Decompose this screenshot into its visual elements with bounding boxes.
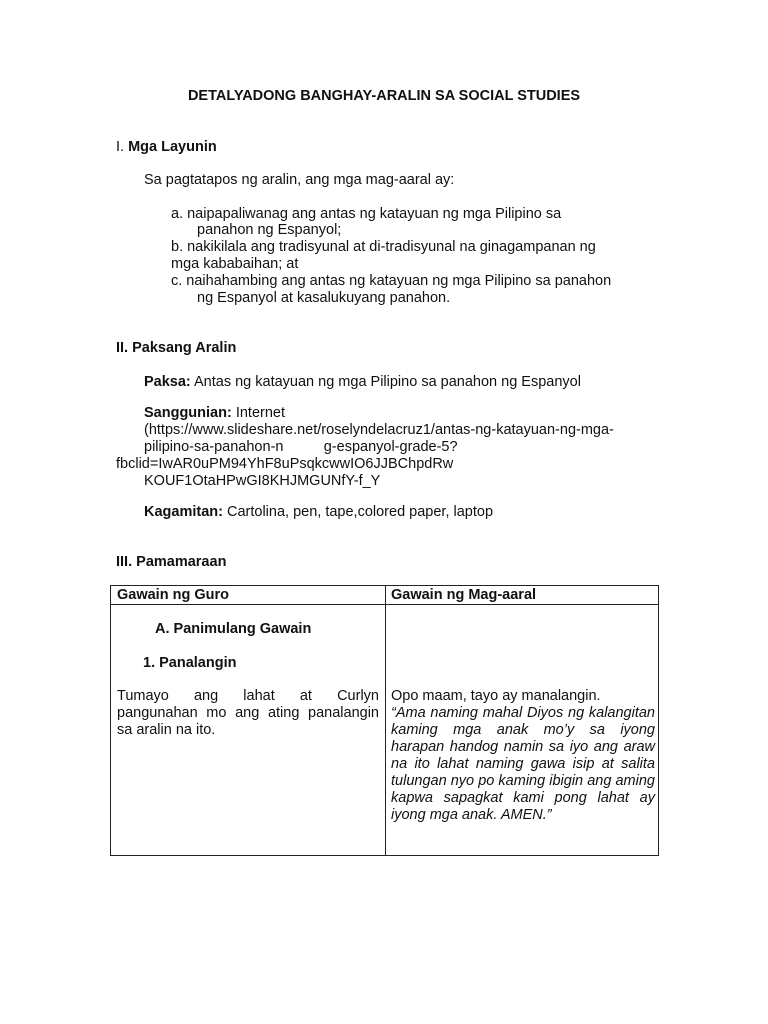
kagamitan-value: Cartolina, pen, tape,colored paper, laptop (227, 504, 494, 520)
objective-b-line1: b. nakikilala ang tradisyunal at di-tradisyunal na ginagampanan ng (171, 239, 596, 255)
table-column-divider (385, 586, 386, 855)
student-prayer: “Ama naming mahal Diyos ng kalangitan kaming mga anak mo’y sa iyong harapan handog namin sa iyo ang araw na ito lahat naming gawa isip at salita tulungan nyo po kaming ibigin ang aming kapwa sapagkat kami pong lahat ay iyong mga anak. AMEN.” (391, 705, 655, 823)
table-header-guro: Gawain ng Guro (117, 587, 229, 603)
kagamitan-line (144, 504, 493, 521)
sanggunian-value: Internet (235, 405, 286, 421)
section-1-title: Mga Layunin (128, 139, 217, 155)
sanggunian-label: Sanggunian: (144, 405, 232, 421)
sanggunian-line (144, 405, 285, 422)
objectives-intro: Sa pagtatapos ng aralin, ang mga mag-aaral ay: (144, 172, 455, 188)
subheading-panalangin: 1. Panalangin (143, 655, 237, 671)
table-header-divider (111, 604, 658, 605)
section-1-heading (116, 139, 217, 156)
subheading-panimulang-gawain: A. Panimulang Gawain (155, 621, 312, 637)
table-header-mag-aaral: Gawain ng Mag-aaral (391, 587, 537, 603)
objective-a-line2: panahon ng Espanyol; (197, 222, 342, 238)
sanggunian-url-line3: fbclid=IwAR0uPM94YhF8uPsqkcwwIO6JJBChpdRw (116, 456, 454, 472)
student-response-intro: Opo maam, tayo ay manalangin. (391, 688, 601, 704)
objective-c-line2: ng Espanyol at kasalukuyang panahon. (197, 290, 451, 306)
objective-b-line2: mga kababaihan; at (171, 256, 299, 272)
paksa-value: Antas ng katayuan ng mga Pilipino sa panahon ng Espanyol (194, 374, 581, 390)
procedure-table (110, 585, 659, 856)
kagamitan-label: Kagamitan: (144, 504, 223, 520)
section-2-heading: II. Paksang Aralin (116, 340, 237, 356)
paksa-line (144, 374, 581, 391)
document-title: DETALYADONG BANGHAY-ARALIN SA SOCIAL STUDIES (187, 88, 581, 104)
teacher-instruction: Tumayo ang lahat at Curlyn pangunahan mo ang ating panalangin sa aralin na ito. (117, 688, 379, 738)
sanggunian-url-line2: pilipino-sa-panahon-n g-espanyol-grade-5? (144, 439, 458, 455)
paksa-label: Paksa: (144, 374, 191, 390)
objective-a-line1: a. naipapaliwanag ang antas ng katayuan ng mga Pilipino sa (171, 206, 562, 222)
section-3-heading: III. Pamamaraan (116, 554, 227, 570)
sanggunian-url-line4: KOUF1OtaHPwGI8KHJMGUNfY-f_Y (144, 473, 381, 489)
sanggunian-url-line1: (https://www.slideshare.net/roselyndelacruz1/antas-ng-katayuan-ng-mga- (144, 422, 614, 438)
section-1-numeral: I. (116, 139, 125, 155)
objective-c-line1: c. naihahambing ang antas ng katayuan ng mga Pilipino sa panahon (171, 273, 612, 289)
